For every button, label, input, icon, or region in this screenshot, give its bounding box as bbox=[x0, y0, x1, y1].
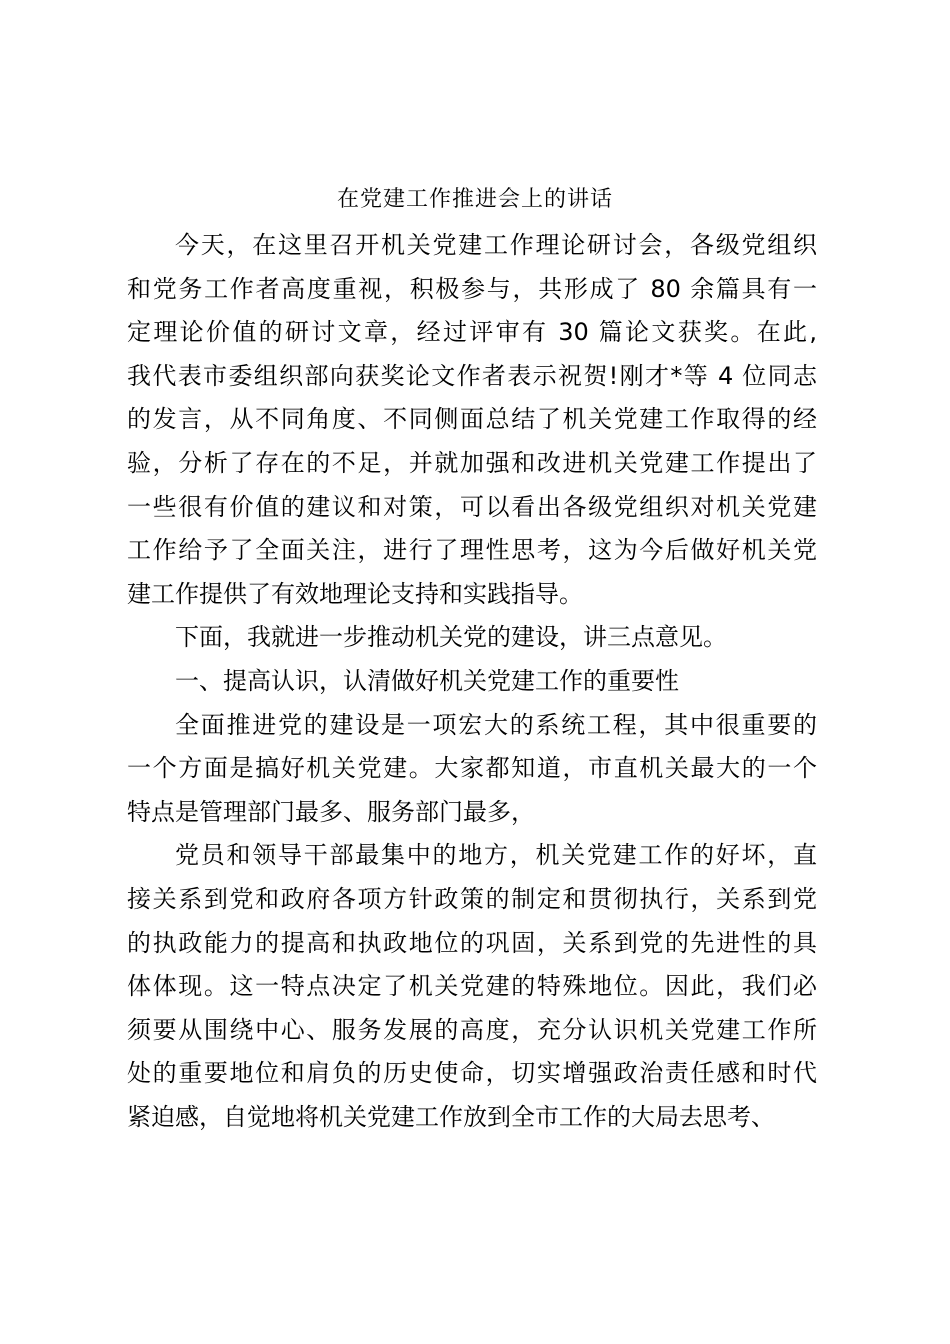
text-line: 工作给予了全面关注，进行了理性思考，这为今后做好机关党 bbox=[127, 536, 817, 565]
text-line: 我代表市委组织部向获奖论文作者表示祝贺!刚才*等 4 位同志 bbox=[127, 361, 817, 390]
document-title: 在党建工作推进会上的讲话 bbox=[336, 187, 613, 212]
paragraph-intro-points bbox=[127, 616, 817, 660]
paragraph-members-cadres bbox=[127, 834, 817, 1139]
text-line: 的执政能力的提高和执政地位的巩固，关系到党的先进性的具 bbox=[127, 928, 817, 957]
paragraph-party-building bbox=[127, 704, 817, 835]
text-line: 和党务工作者高度重视，积极参与，共形成了 80 余篇具有一 bbox=[127, 274, 817, 303]
text-line: 一、提高认识，认清做好机关党建工作的重要性 bbox=[175, 666, 679, 695]
text-line: 须要从围绕中心、服务发展的高度，充分认识机关党建工作所 bbox=[127, 1015, 817, 1044]
text-line: 建工作提供了有效地理论支持和实践指导。 bbox=[127, 579, 583, 608]
text-line: 验，分析了存在的不足，并就加强和改进机关党建工作提出了 bbox=[127, 448, 817, 477]
text-line: 体体现。这一特点决定了机关党建的特殊地位。因此，我们必 bbox=[127, 972, 817, 1001]
paragraph-opening bbox=[127, 224, 817, 616]
text-line: 下面，我就进一步推动机关党的建设，讲三点意见。 bbox=[175, 623, 727, 652]
text-line: 一些很有价值的建议和对策，可以看出各级党组织对机关党建 bbox=[127, 492, 817, 521]
text-line: 处的重要地位和肩负的历史使命，切实增强政治责任感和时代 bbox=[127, 1059, 817, 1088]
text-line: 今天，在这里召开机关党建工作理论研讨会，各级党组织 bbox=[175, 231, 817, 259]
text-line: 紧迫感，自觉地将机关党建工作放到全市工作的大局去思考、 bbox=[127, 1102, 775, 1131]
document-body bbox=[127, 224, 817, 1139]
section-heading-1 bbox=[127, 660, 817, 704]
text-line: 党员和领导干部最集中的地方，机关党建工作的好坏，直 bbox=[175, 841, 817, 870]
text-line: 定理论价值的研讨文章，经过评审有 30 篇论文获奖。在此, bbox=[127, 318, 817, 347]
text-line: 特点是管理部门最多、服务部门最多， bbox=[127, 797, 535, 826]
text-line: 一个方面是搞好机关党建。大家都知道，市直机关最大的一个 bbox=[127, 754, 817, 783]
text-line: 的发言，从不同角度、不同侧面总结了机关党建工作取得的经 bbox=[127, 405, 817, 434]
text-line: 全面推进党的建设是一项宏大的系统工程，其中很重要的 bbox=[175, 710, 817, 739]
text-line: 接关系到党和政府各项方针政策的制定和贯彻执行，关系到党 bbox=[127, 884, 817, 913]
